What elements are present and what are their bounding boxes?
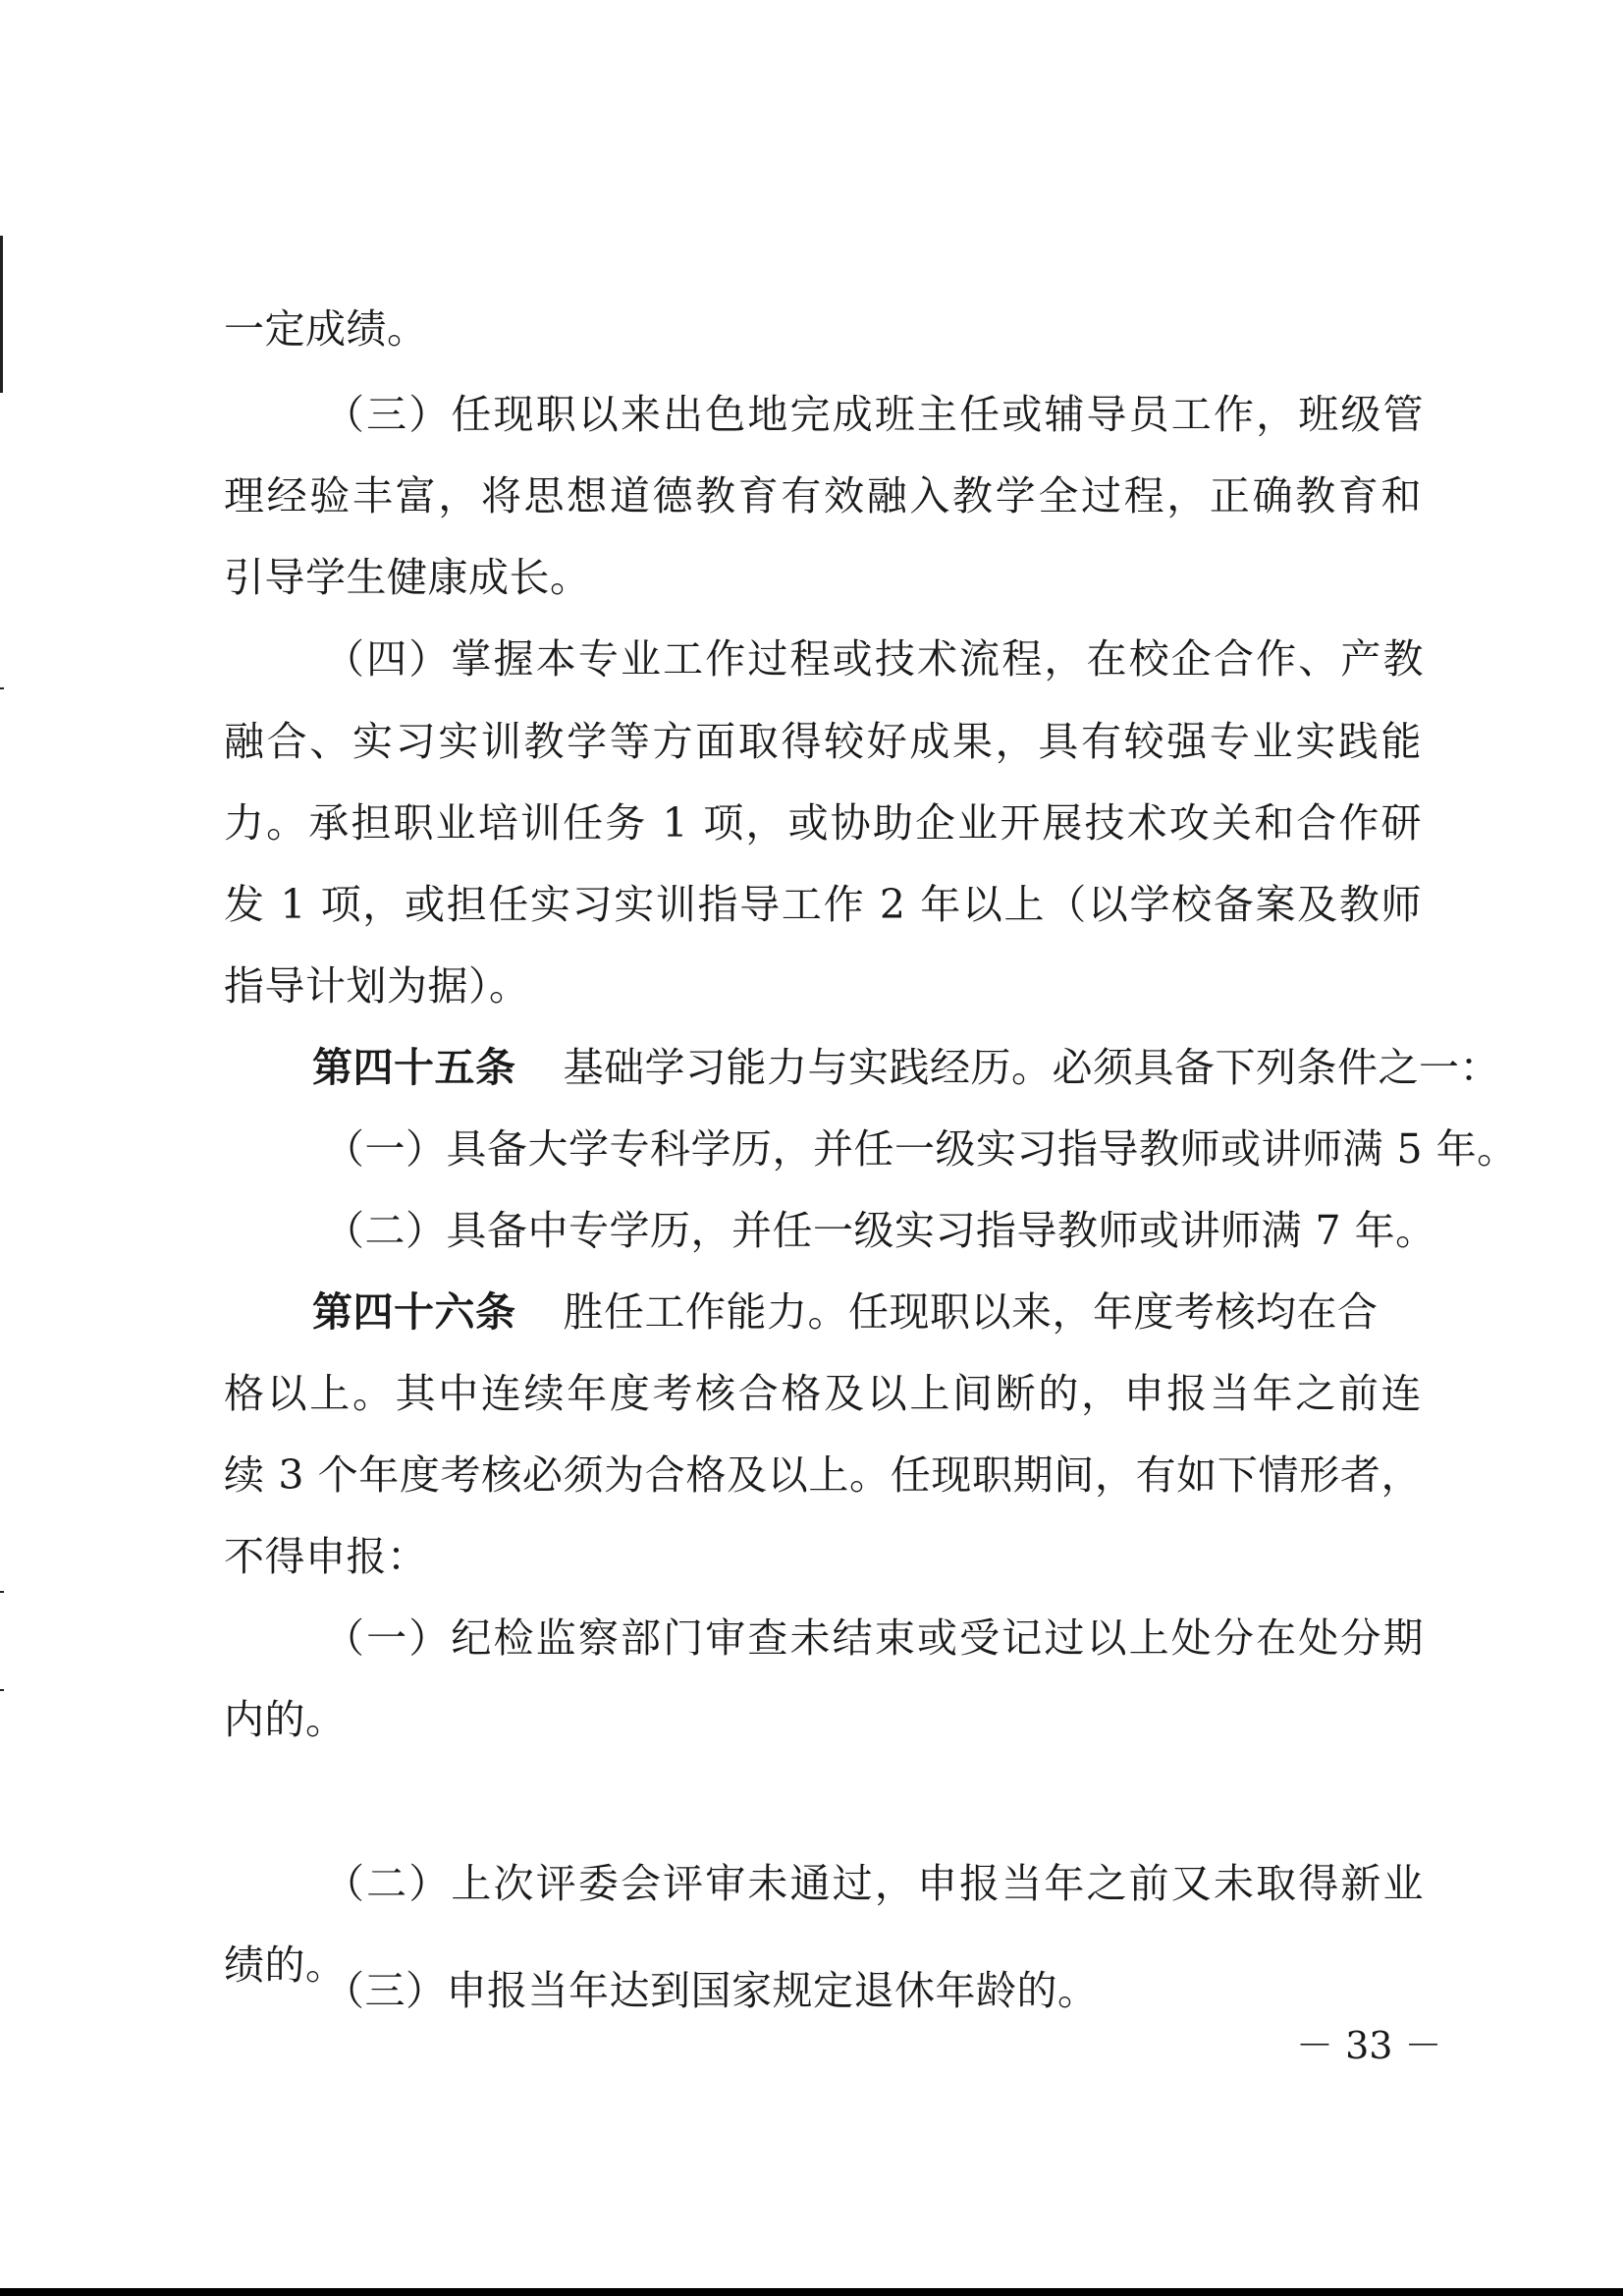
scan-edge-mark — [0, 1689, 4, 1691]
article-number: 第四十五条 — [312, 1044, 516, 1091]
article-line — [312, 1043, 1500, 1092]
article-text: 基础学习能力与实践经历。必须具备下列条件之一： — [563, 1044, 1500, 1091]
scan-edge-mark — [0, 236, 3, 393]
text-line: （一）具备大学专科学历，并任一级实习指导教师或讲师满 5 年。 — [324, 1125, 1518, 1173]
text-line: 不得申报： — [224, 1533, 428, 1580]
text-line: （二）具备中专学历，并任一级实习指导教师或讲师满 7 年。 — [324, 1207, 1436, 1254]
text-line: （三）任现职以来出色地完成班主任或辅导员工作，班级管 — [324, 391, 1424, 438]
text-line: （二）上次评委会评审未通过，申报当年之前又未取得新业 — [324, 1860, 1424, 1907]
article-line — [312, 1287, 1412, 1337]
text-line: （一）纪检监察部门审查未结束或受记过以上处分在处分期 — [324, 1614, 1424, 1662]
scan-edge-mark — [0, 1591, 4, 1593]
text-line: 续 3 个年度考核必须为合格及以上。任现职期间，有如下情形者， — [224, 1451, 1422, 1499]
text-line: （四）掌握本专业工作过程或技术流程，在校企合作、产教 — [324, 635, 1424, 683]
article-number: 第四十六条 — [312, 1288, 516, 1336]
page-number: － 33 － — [1296, 2024, 1442, 2067]
text-line: 理经验丰富，将思想道德教育有效融入教学全过程，正确教育和 — [224, 472, 1422, 519]
text-line: （三）申报当年达到国家规定退休年龄的。 — [324, 1967, 1099, 2014]
text-line: 融合、实习实训教学等方面取得较好成果，具有较强专业实践能 — [224, 718, 1422, 765]
text-line: 力。承担职业培训任务 1 项，或协助企业开展技术攻关和合作研 — [224, 799, 1422, 847]
text-line: 一定成绩。 — [224, 305, 428, 353]
text-line: 绩的。 — [224, 1941, 347, 1989]
article-text: 胜任工作能力。任现职以来，年度考核均在合 — [563, 1288, 1379, 1336]
scan-bottom-edge — [0, 2288, 1623, 2296]
text-line: 内的。 — [224, 1696, 347, 1743]
text-line: 发 1 项，或担任实习实训指导工作 2 年以上（以学校备案及教师 — [224, 881, 1422, 928]
text-line: 指导计划为据）。 — [224, 962, 530, 1010]
text-line: 格以上。其中连续年度考核合格及以上间断的，申报当年之前连 — [224, 1370, 1422, 1417]
scan-edge-mark — [0, 687, 4, 689]
text-line: 引导学生健康成长。 — [224, 554, 591, 601]
